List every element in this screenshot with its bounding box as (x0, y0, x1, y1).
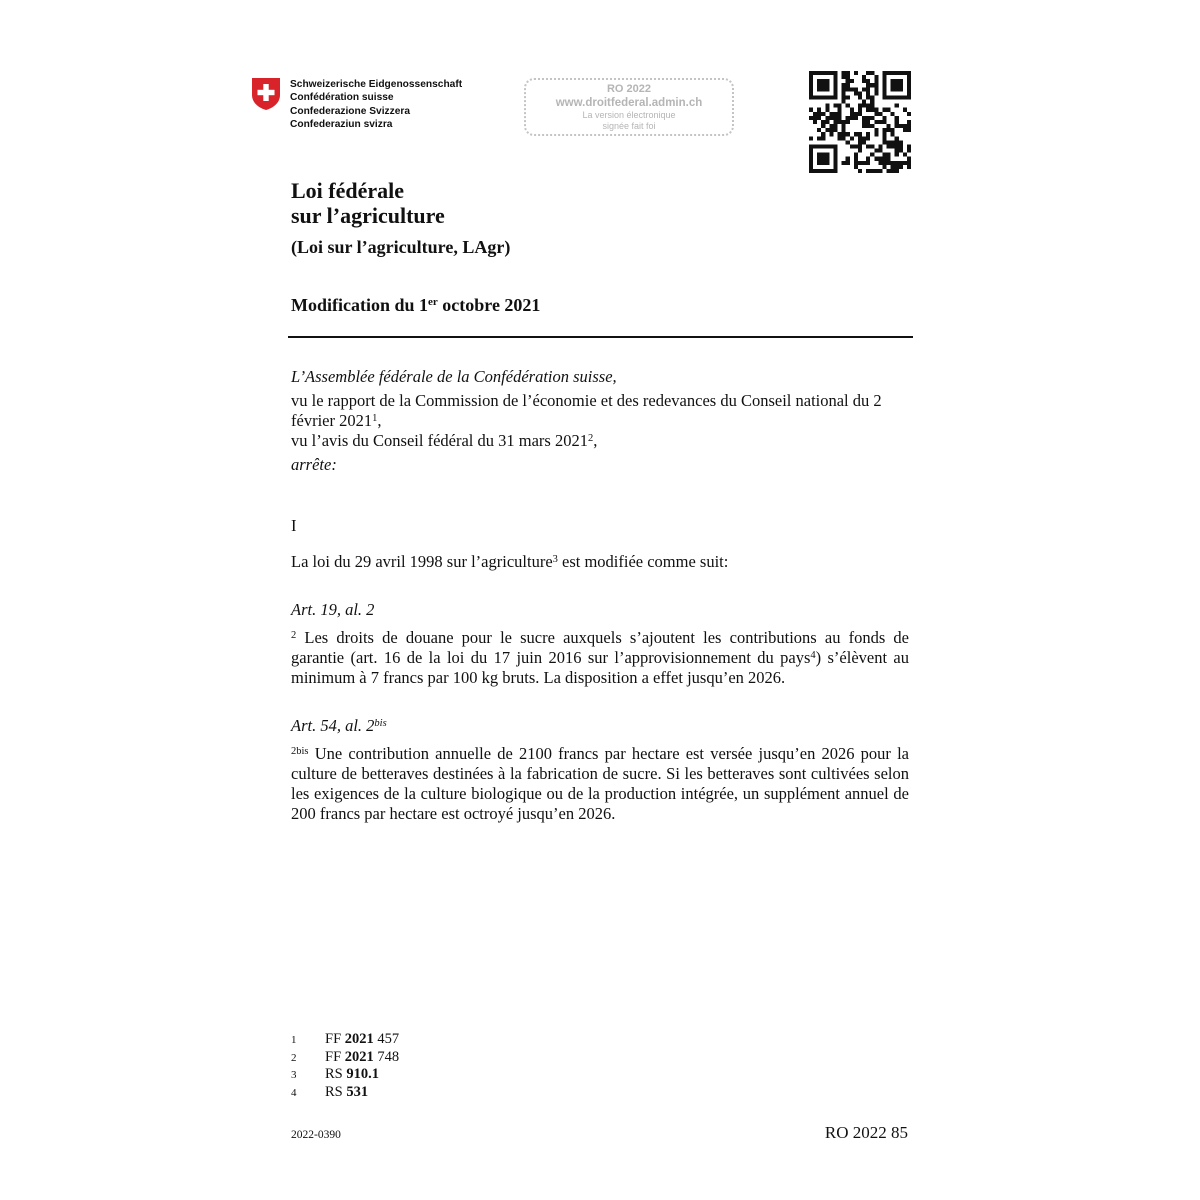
title-divider (288, 336, 913, 338)
footnote-number: 1 (291, 1034, 297, 1046)
modification-sup: er (428, 296, 438, 308)
stamp-url: www.droitfederal.admin.ch (555, 97, 703, 109)
paragraph-number: 2 (291, 630, 297, 641)
footnote-text (325, 1031, 399, 1048)
footnote-ref-1: 1 (372, 413, 378, 424)
preamble-authority: L’Assemblée fédérale de la Confédération suisse, (291, 367, 617, 386)
intro-text-end: est modifiée comme suit: (557, 552, 729, 571)
preamble-basis-2 (291, 431, 913, 451)
preamble (291, 367, 913, 475)
footnote-text (325, 1066, 379, 1083)
modification-date (291, 294, 540, 316)
footnote-item (291, 1049, 399, 1067)
stamp-note-2: signée fait foi (602, 121, 656, 131)
intro-text: La loi du 29 avril 1998 sur l’agriculture (291, 552, 553, 571)
footnote-item (291, 1084, 399, 1102)
modification-suffix: octobre 2021 (437, 295, 541, 315)
confederation-name-it: Confederazione Svizzera (290, 105, 411, 117)
article-54-heading (291, 716, 387, 736)
section-number: I (291, 516, 297, 535)
stamp-note-1: La version électronique (582, 110, 676, 120)
article-54-heading-sup: bis (374, 718, 387, 729)
footnote-prefix: RS (325, 1083, 347, 1100)
footnote-number: 3 (291, 1069, 297, 1081)
footnote-suffix: 748 (373, 1048, 400, 1065)
preamble-basis-1 (291, 391, 913, 431)
footnote-prefix: FF (325, 1048, 345, 1065)
paragraph-number: 2bis (291, 746, 309, 757)
footnote-ref-2: 2 (587, 433, 594, 444)
footnote-suffix: 457 (373, 1031, 400, 1047)
document-title (291, 178, 445, 228)
footnote-bold: 910.1 (346, 1066, 379, 1082)
basis-1-text: vu le rapport de la Commission de l’économie et des redevances du Conseil national du 2 février 2021 (291, 391, 882, 430)
footnote-prefix: FF (325, 1031, 345, 1047)
basis-2-punct: , (593, 431, 598, 450)
footnote-bold: 2021 (344, 1048, 374, 1065)
footnote-number: 4 (291, 1086, 297, 1099)
swiss-coat-of-arms-icon (250, 77, 282, 111)
footnote-number: 2 (291, 1051, 297, 1064)
article-19-text-end: ) s’élèvent au minimum à 7 francs par 100 kg bruts. La disposition a effet jusqu’en 2026. (291, 648, 910, 687)
title-line-1: Loi fédérale (291, 178, 405, 203)
ro-reference: RO 2022 85 (824, 1123, 908, 1142)
footnote-text (325, 1049, 399, 1066)
electronic-version-stamp (524, 78, 734, 136)
qr-code-icon (809, 71, 911, 173)
article-54-paragraph (291, 744, 909, 824)
footnote-ref-3: 3 (552, 554, 558, 565)
footnote-ref-4: 4 (810, 650, 816, 661)
article-19-text: Les droits de douane pour le sucre auxquels s’ajoutent les contributions au fonds de garantie (art. 16 de la loi du 17 juin 2016 sur l’approvisionnement du pays (291, 628, 909, 667)
article-54-heading-text: Art. 54, al. 2 (291, 716, 375, 735)
footnote-item (291, 1066, 399, 1084)
confederation-name-de: Schweizerische Eidgenossenschaft (290, 79, 463, 90)
footnote-bold: 2021 (344, 1031, 374, 1047)
confederation-names (290, 78, 462, 132)
confederation-name-rm: Confederaziun svizra (290, 119, 393, 131)
short-title: (Loi sur l’agriculture, LAgr) (291, 237, 511, 257)
footnote-text (325, 1084, 368, 1101)
article-54-text: Une contribution annuelle de 2100 francs par hectare est versée jusqu’en 2026 pour la culture de betteraves destinées à la fabrication de sucre. Si les betteraves sont cultivées selon les exigences de la culture biologique ou de la production intégrée, un supplément annuel de 200 francs par hectare est octroyé jusqu’en 2026. (291, 744, 909, 823)
title-line-2: sur l’agriculture (291, 203, 445, 228)
footnote-prefix: RS (325, 1066, 347, 1082)
confederation-name-fr: Confédération suisse (290, 92, 394, 104)
modification-prefix: Modification du 1 (291, 295, 429, 315)
basis-2-text: vu l’avis du Conseil fédéral du 31 mars 2021 (291, 431, 588, 450)
document-number: 2022-0390 (291, 1129, 341, 1141)
preamble-decree: arrête: (291, 455, 337, 474)
footnotes (291, 1031, 399, 1101)
section-intro (291, 552, 913, 572)
basis-1-punct: , (377, 411, 382, 430)
footnote-bold: 531 (346, 1083, 369, 1100)
footnote-item (291, 1031, 399, 1049)
stamp-ro-year: RO 2022 (606, 83, 652, 95)
article-19-heading: Art. 19, al. 2 (291, 600, 375, 619)
article-19-paragraph (291, 628, 909, 688)
